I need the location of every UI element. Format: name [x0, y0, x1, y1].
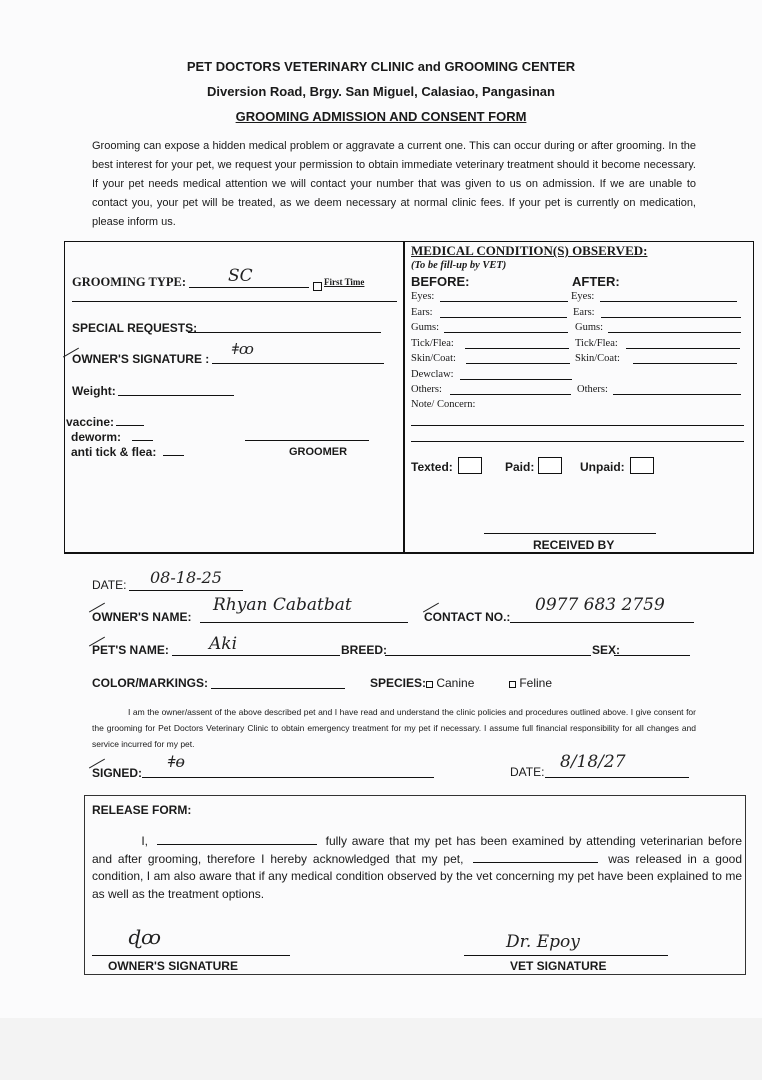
- after-eyes-field[interactable]: [600, 301, 737, 302]
- groomer-signature-field[interactable]: [245, 440, 369, 441]
- anti-tick-label: anti tick & flea:: [71, 445, 157, 459]
- consent-date-label: DATE:: [510, 765, 545, 779]
- texted-checkbox[interactable]: [458, 457, 482, 475]
- checkbox-icon: [313, 282, 322, 291]
- groomer-label: GROOMER: [289, 446, 348, 458]
- date-value: 08-18-25: [150, 568, 222, 587]
- signed-scribble: ǂɵ: [168, 752, 185, 771]
- before-dewclaw-label: Dewclaw:: [411, 369, 454, 380]
- weight-field[interactable]: [118, 395, 234, 396]
- before-dewclaw-field[interactable]: [460, 379, 572, 380]
- species-canine-label: Canine: [436, 676, 475, 690]
- special-requests-label: SPECIAL REQUESTS:: [72, 321, 198, 335]
- before-eyes-field[interactable]: [440, 301, 568, 302]
- checkbox-icon: [538, 457, 562, 474]
- grooming-type-field[interactable]: [189, 287, 309, 288]
- release-i: I,: [141, 834, 148, 848]
- before-tickflea-label: Tick/Flea:: [411, 338, 454, 349]
- date-label: DATE:: [92, 578, 127, 592]
- color-markings-label: COLOR/MARKINGS:: [92, 676, 208, 690]
- after-label: AFTER:: [572, 274, 620, 289]
- breed-field[interactable]: [385, 655, 591, 656]
- owner-signature-scribble: ǂꝏ: [232, 340, 254, 358]
- release-paragraph: [92, 833, 742, 903]
- after-skincoat-field[interactable]: [633, 363, 737, 364]
- after-eyes-label: Eyes:: [571, 291, 595, 302]
- scan-background: [0, 1018, 762, 1080]
- before-tickflea-field[interactable]: [465, 348, 569, 349]
- after-gums-field[interactable]: [608, 332, 741, 333]
- owner-signature-field[interactable]: [212, 363, 384, 364]
- paid-checkbox[interactable]: [538, 457, 562, 475]
- color-markings-field[interactable]: [211, 688, 345, 689]
- contact-label: CONTACT NO.:: [424, 610, 511, 624]
- before-gums-field[interactable]: [444, 332, 568, 333]
- contact-value: 0977 683 2759: [535, 595, 665, 615]
- checkbox-icon: [630, 457, 654, 474]
- form-title: GROOMING ADMISSION AND CONSENT FORM: [235, 109, 527, 124]
- sex-label: SEX:: [592, 643, 621, 657]
- unpaid-checkbox[interactable]: [630, 457, 654, 475]
- species-feline-label: Feline: [519, 676, 553, 690]
- after-tickflea-field[interactable]: [626, 348, 740, 349]
- species-canine-option[interactable]: [426, 676, 474, 690]
- consent-date-field[interactable]: [545, 777, 689, 778]
- before-eyes-label: Eyes:: [411, 291, 435, 302]
- intro-paragraph: Grooming can expose a hidden medical problem or aggravate a current one. This can occur during or after grooming. In the best interest for your pet, we request your permission to obtain immediate veterinary treatment should it become necessary. If your pet needs medical attention we will contact your number that was given to us on admission. If we are unable to contact you, your pet will be treated, as we deem necessary at normal clinic fees. If your pet is currently on medication, please inform us.: [92, 140, 696, 228]
- weight-label: Weight:: [72, 384, 116, 398]
- after-others-field[interactable]: [613, 394, 741, 395]
- first-time-checkbox[interactable]: [313, 277, 322, 295]
- note-line-1[interactable]: [411, 425, 744, 426]
- species-label: SPECIES:: [370, 676, 427, 690]
- received-by-label: RECEIVED BY: [533, 538, 615, 552]
- release-text-1: fully aware that my pet has been examined by attending veterinarian before and after grooming, therefore I hereby acknowledged that my pet,: [92, 834, 742, 866]
- after-skincoat-label: Skin/Coat:: [575, 353, 620, 364]
- release-owner-name-field[interactable]: [157, 833, 317, 845]
- owner-signature-label: OWNER'S SIGNATURE :: [72, 352, 210, 366]
- after-ears-field[interactable]: [601, 317, 741, 318]
- breed-label: BREED:: [341, 643, 388, 657]
- vet-signature-label: VET SIGNATURE: [510, 959, 607, 973]
- grooming-type-value: SC: [228, 266, 253, 286]
- pet-name-field[interactable]: [172, 655, 340, 656]
- vet-signature-field[interactable]: [464, 955, 668, 956]
- checkbox-icon: [509, 681, 516, 688]
- anti-tick-field[interactable]: [163, 455, 184, 456]
- grooming-extra-line[interactable]: [72, 301, 397, 302]
- consent-paragraph: I am the owner/assent of the above described pet and I have read and understand the clinic policies and procedures outlined above. I give consent for the grooming for Pet Doctors Veterinary Clinic to obtain emergency treatment for my pet if necessary. I assume full financial responsibility for all changes and service incurred for my pet.: [92, 707, 696, 749]
- unpaid-label: Unpaid:: [580, 460, 625, 474]
- vaccine-field[interactable]: [116, 425, 144, 426]
- deworm-field[interactable]: [132, 440, 153, 441]
- clinic-name: PET DOCTORS VETERINARY CLINIC and GROOMING CENTER: [186, 59, 576, 74]
- note-line-2[interactable]: [411, 441, 744, 442]
- release-owner-signature-scribble: ɖꝏ: [128, 925, 161, 949]
- signed-label: SIGNED:: [92, 766, 143, 780]
- species-feline-option[interactable]: [509, 676, 552, 690]
- sex-field[interactable]: [614, 655, 690, 656]
- medical-subtitle: (To be fill-up by VET): [411, 260, 507, 271]
- checkbox-icon: [426, 681, 433, 688]
- before-others-field[interactable]: [450, 394, 571, 395]
- received-by-field[interactable]: [484, 533, 656, 534]
- vet-signature-value: Dr. Epoy: [506, 932, 580, 952]
- consent-date-value: 8/18/27: [560, 752, 626, 772]
- checkbox-icon: [458, 457, 482, 474]
- after-gums-label: Gums:: [575, 322, 604, 333]
- before-gums-label: Gums:: [411, 322, 440, 333]
- clinic-address: Diversion Road, Brgy. San Miguel, Calasiao, Pangasinan: [207, 84, 555, 99]
- note-concern-label: Note/ Concern:: [411, 399, 476, 410]
- before-skincoat-field[interactable]: [466, 363, 570, 364]
- pet-name-value: Aki: [209, 634, 238, 654]
- medical-title: MEDICAL CONDITION(S) OBSERVED:: [411, 243, 648, 258]
- contact-field[interactable]: [510, 622, 694, 623]
- box-divider: [403, 241, 405, 553]
- after-ears-label: Ears:: [573, 307, 595, 318]
- release-form-title: RELEASE FORM:: [92, 803, 192, 817]
- paid-label: Paid:: [505, 460, 535, 474]
- release-pet-name-field[interactable]: [473, 851, 598, 863]
- owner-name-field[interactable]: [200, 622, 408, 623]
- after-others-label: Others:: [577, 384, 608, 395]
- before-skincoat-label: Skin/Coat:: [411, 353, 456, 364]
- owner-name-label: OWNER'S NAME:: [92, 610, 192, 624]
- before-ears-field[interactable]: [440, 317, 567, 318]
- signed-field[interactable]: [142, 777, 434, 778]
- release-text-2: was released in a good condition, I am also aware that if any medical condition observed by the vet concerning my pet have been explained to me as well as the treatment options.: [92, 851, 742, 901]
- after-tickflea-label: Tick/Flea:: [575, 338, 618, 349]
- texted-label: Texted:: [411, 460, 453, 474]
- before-ears-label: Ears:: [411, 307, 433, 318]
- release-owner-signature-field[interactable]: [92, 955, 290, 956]
- date-field[interactable]: [129, 590, 243, 591]
- owner-name-value: Rhyan Cabatbat: [213, 595, 352, 615]
- grooming-type-label: GROOMING TYPE:: [72, 275, 187, 289]
- first-time-label: First Time: [324, 277, 365, 287]
- release-owner-signature-label: OWNER'S SIGNATURE: [108, 959, 238, 973]
- vaccine-label: vaccine:: [66, 415, 115, 429]
- before-label: BEFORE:: [411, 274, 470, 289]
- special-requests-field[interactable]: [188, 332, 381, 333]
- deworm-label: deworm:: [71, 430, 122, 444]
- pet-name-label: PET'S NAME:: [92, 643, 169, 657]
- before-others-label: Others:: [411, 384, 442, 395]
